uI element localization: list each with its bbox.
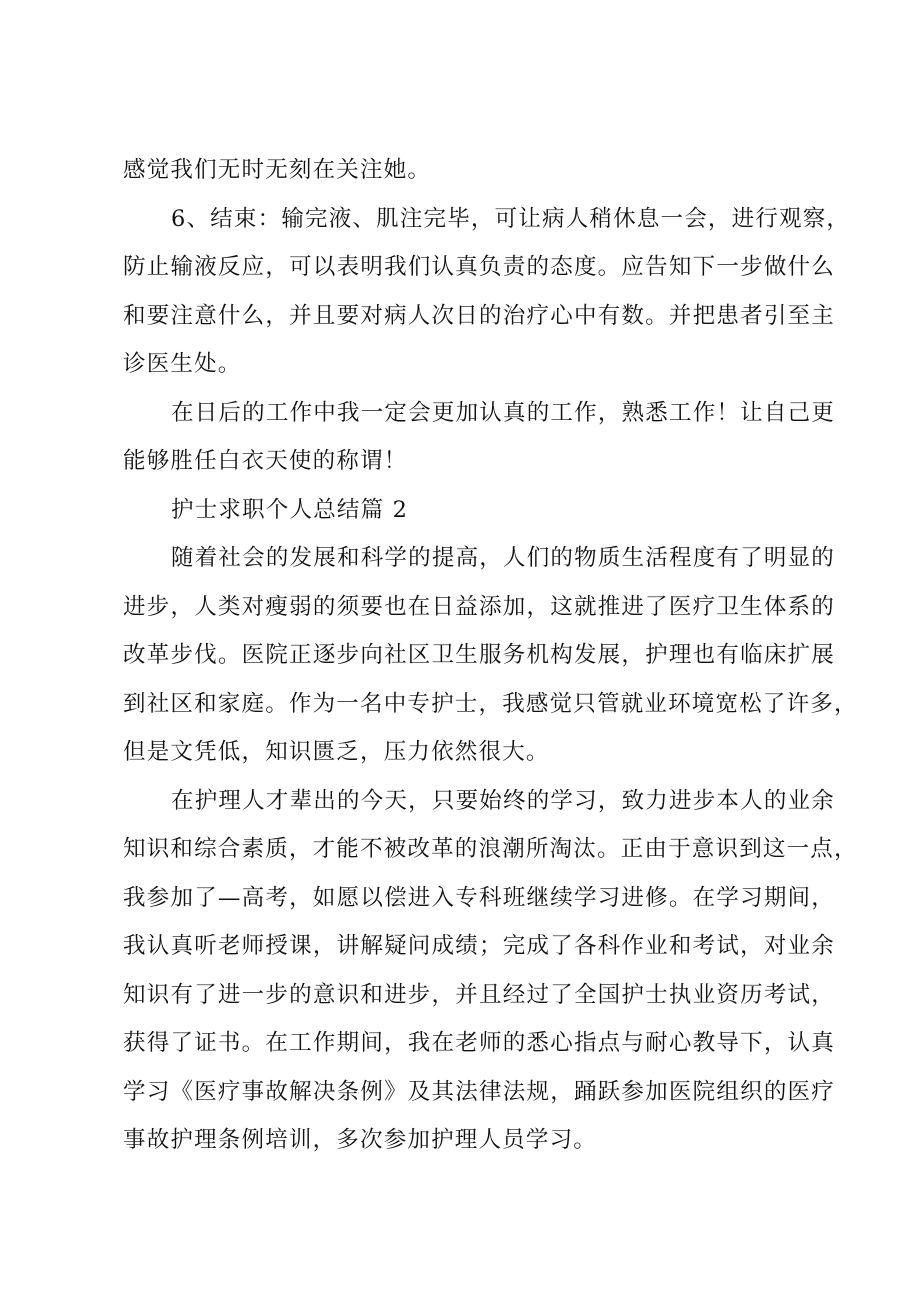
text-line: 感觉我们无时无刻在关注她。	[123, 157, 432, 183]
document-body	[123, 146, 858, 1165]
text-line: 在护理人才辈出的今天，只要始终的学习，致力进步本人的业余	[171, 787, 835, 814]
paragraph-2	[123, 195, 851, 389]
paragraph-3	[123, 389, 835, 486]
text-line: 改革步伐。医院正逐步向社区卫生服务机构发展，护理也有临床扩展	[123, 642, 835, 668]
text-line: 和要注意什么，并且要对病人次日的治疗心中有数。并把患者引至主	[123, 302, 835, 329]
text-line: 我参加了—高考，如愿以偿进入专科班继续学习进修。在学习期间，	[123, 884, 835, 911]
text-line: 但是文凭低，知识匮乏，压力依然很大。	[123, 739, 550, 765]
heading-text: 护士求职个人总结篇 2	[171, 496, 409, 523]
text-line: 到社区和家庭。作为一名中专护士，我感觉只管就业环境宽松了许多，	[123, 690, 858, 717]
text-line: 进步，人类对瘦弱的须要也在日益添加，这就推进了医疗卫生体系的	[123, 593, 835, 620]
text-line: 防止输液反应，可以表明我们认真负责的态度。应告知下一步做什么	[123, 254, 835, 280]
text-line: 6、结束：输完液、肌注完毕，可让病人稍休息一会，进行观察，	[171, 205, 851, 232]
text-line: 诊医生处。	[123, 351, 242, 377]
text-line: 获得了证书。在工作期间，我在老师的悉心指点与耐心教导下，认真	[123, 1030, 835, 1056]
text-line: 知识有了进一步的意识和进步，并且经过了全国护士执业资历考试，	[123, 981, 835, 1008]
text-line: 我认真听老师授课，讲解疑问成绩；完成了各科作业和考试，对业余	[123, 933, 835, 959]
paragraph-5	[123, 777, 858, 1165]
paragraph-1	[123, 146, 835, 195]
text-line: 随着社会的发展和科学的提高，人们的物质生活程度有了明显的	[171, 545, 835, 571]
section-heading	[123, 486, 835, 535]
paragraph-4	[123, 534, 858, 777]
text-line: 能够胜任白衣天使的称谓！	[123, 448, 408, 474]
text-line: 事故护理条例培训，多次参加护理人员学习。	[123, 1127, 598, 1153]
text-line: 知识和综合素质，才能不被改革的浪潮所淘汰。正由于意识到这一点，	[123, 836, 858, 862]
text-line: 在日后的工作中我一定会更加认真的工作，熟悉工作！让自己更	[171, 399, 835, 426]
text-line: 学习《医疗事故解决条例》及其法律法规，踊跃参加医院组织的医疗	[123, 1078, 835, 1105]
